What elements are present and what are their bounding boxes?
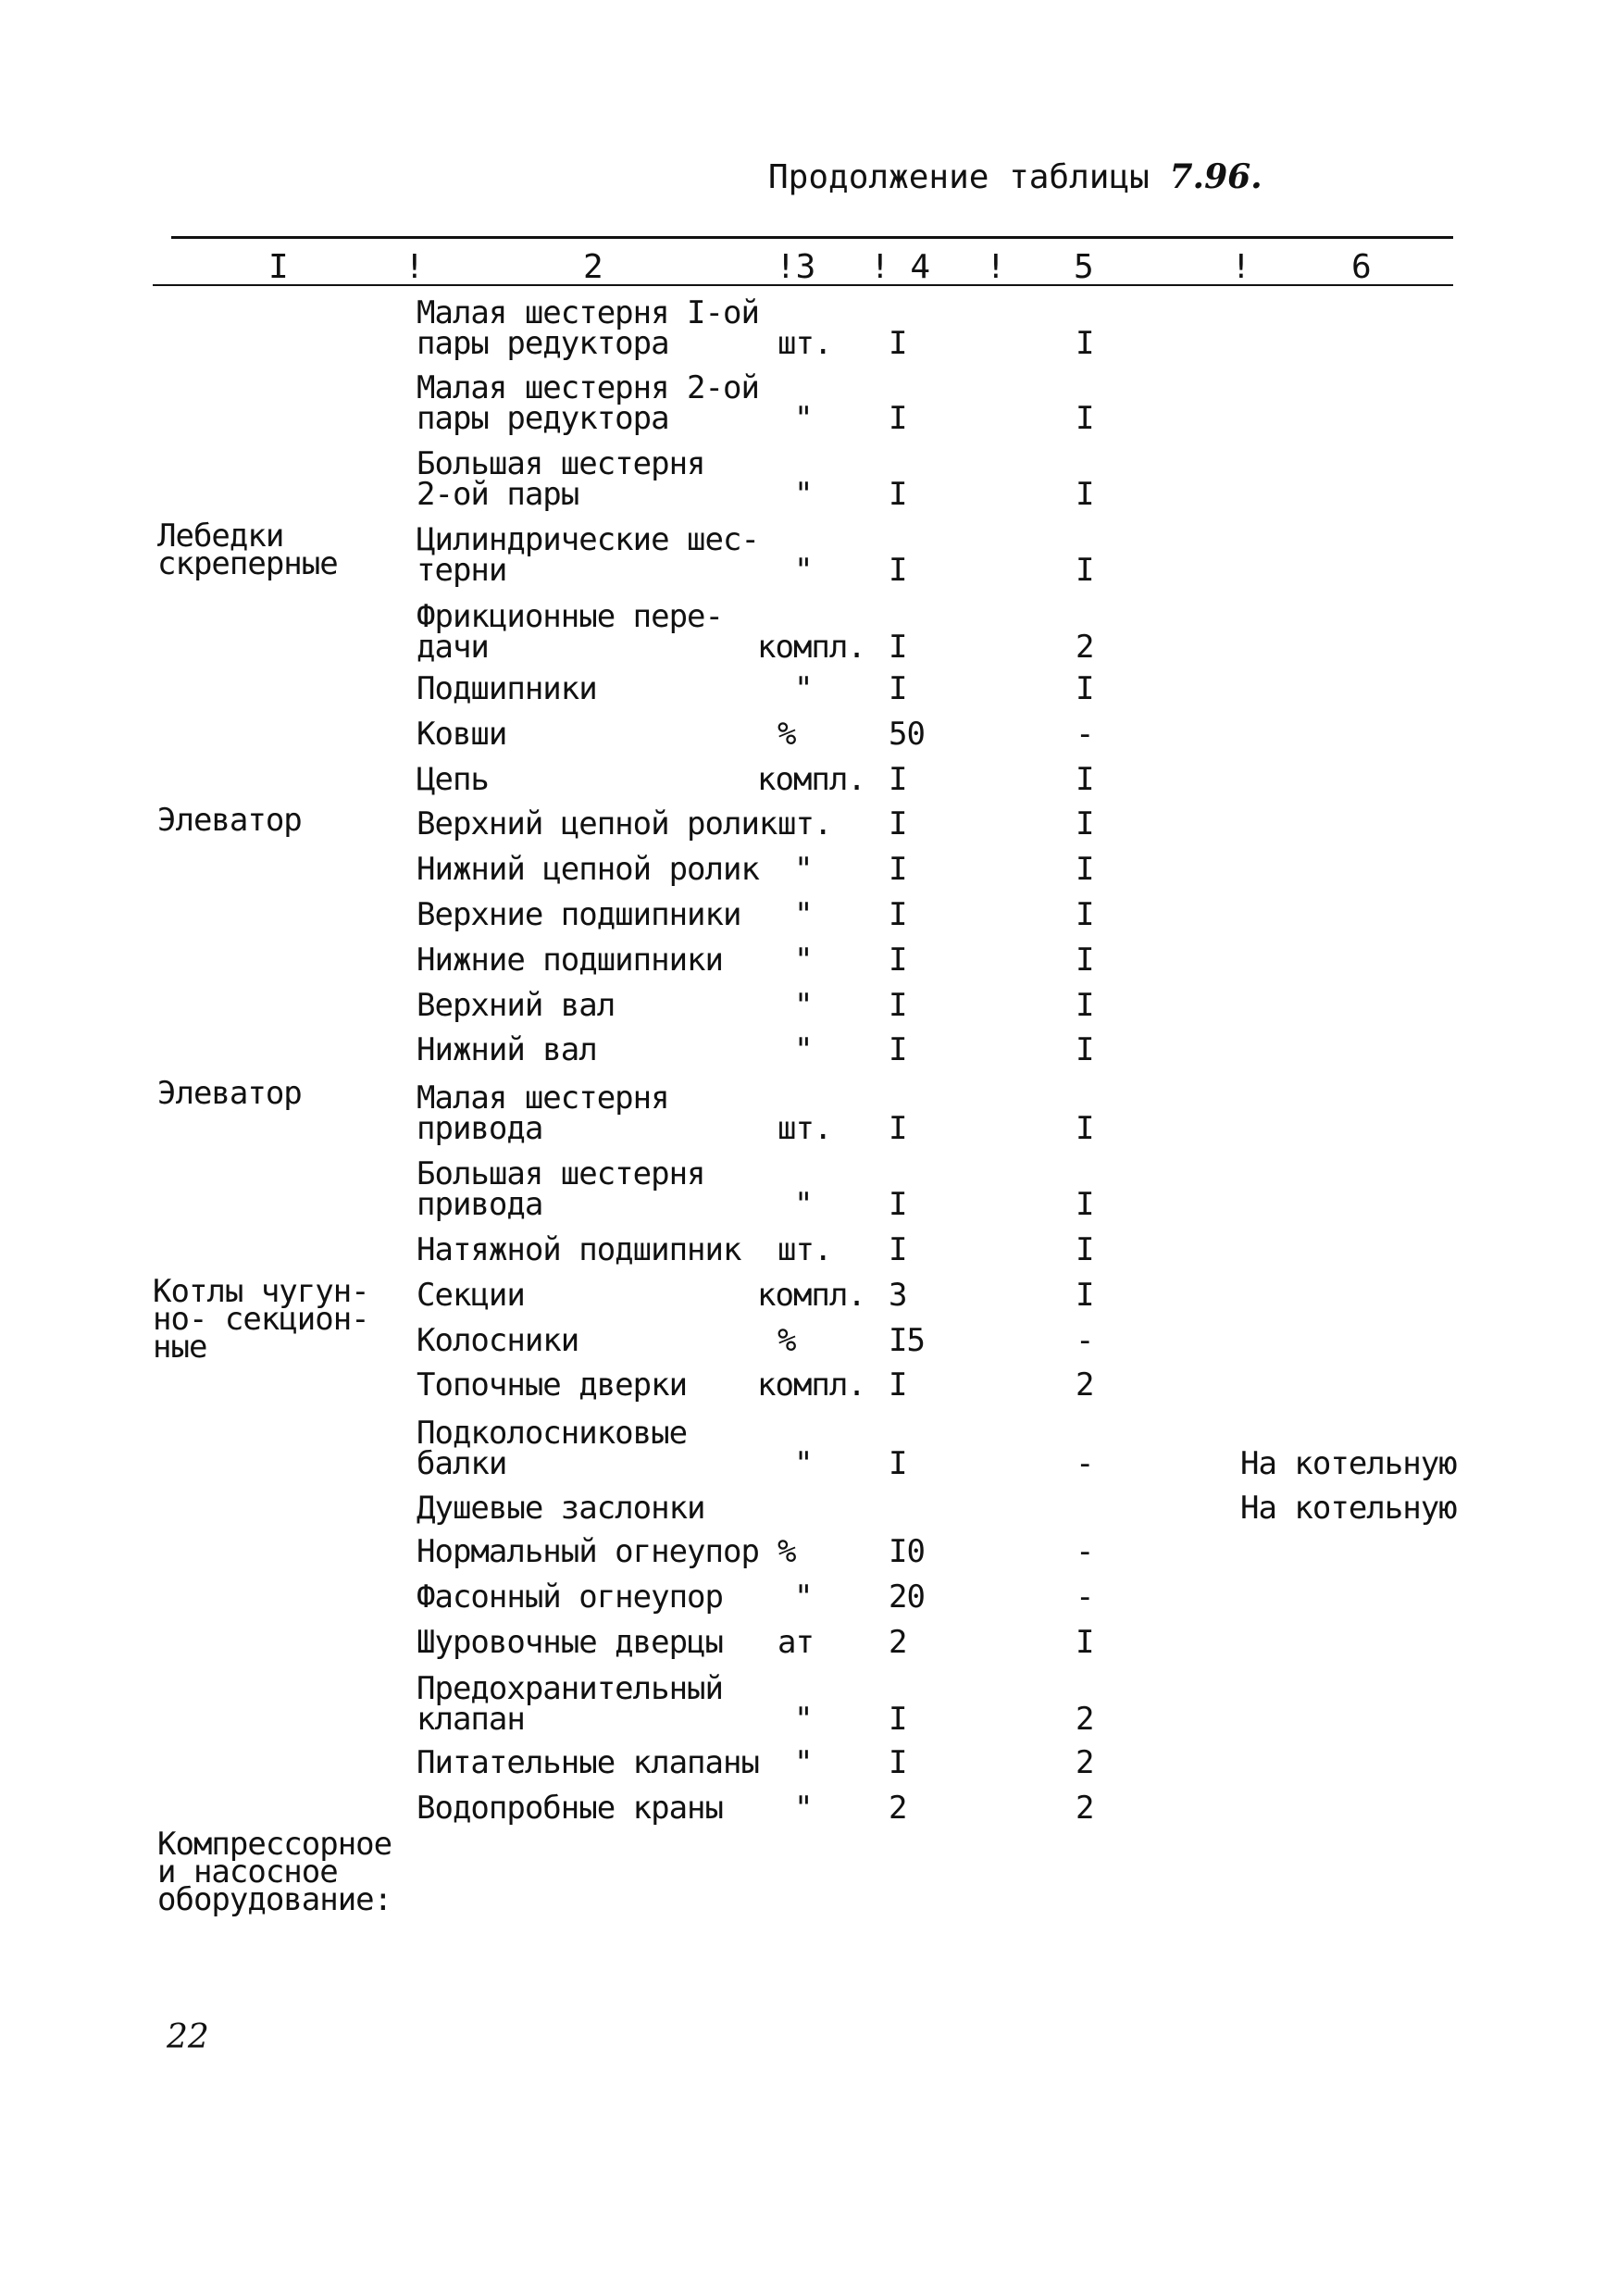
row-col-5: I xyxy=(1076,400,1094,437)
row-col-5: I xyxy=(1076,1624,1094,1661)
row-col-5: I xyxy=(1076,851,1094,888)
header-sep-5: ! xyxy=(1231,248,1251,286)
row-item-name: Большая шестерня привода xyxy=(417,1155,705,1223)
group-label: Котлы чугун- но- секцион- ные xyxy=(153,1273,369,1366)
row-col-5: I xyxy=(1076,670,1094,707)
row-item-name: Шуровочные дверцы xyxy=(417,1624,723,1661)
row-quantity: I xyxy=(889,670,907,707)
row-unit: " xyxy=(794,1701,813,1738)
row-quantity: I xyxy=(889,1744,907,1781)
caption-number: 7.96. xyxy=(1169,157,1263,196)
header-col-6: 6 xyxy=(1351,248,1372,286)
row-col-5: I xyxy=(1076,552,1094,589)
group-label: Элеватор xyxy=(157,1075,302,1112)
row-item-name: Водопробные краны xyxy=(417,1790,723,1827)
row-quantity: I0 xyxy=(889,1533,925,1570)
row-item-name: Нормальный огнеупор xyxy=(417,1533,759,1570)
row-quantity: 3 xyxy=(889,1277,907,1314)
row-unit: " xyxy=(794,476,813,513)
header-col-4: ! 4 xyxy=(870,248,931,286)
row-item-name: Верхний вал xyxy=(417,987,616,1024)
row-col-5: I xyxy=(1076,805,1094,842)
row-item-name: Фрикционные пере- дачи xyxy=(417,598,723,666)
row-quantity: I xyxy=(889,629,907,666)
row-quantity: I xyxy=(889,805,907,842)
row-quantity: I xyxy=(889,896,907,933)
row-item-name: Нижние подшипники xyxy=(417,942,723,979)
row-quantity: I xyxy=(889,1366,907,1404)
row-unit: " xyxy=(794,987,813,1024)
row-col-5: - xyxy=(1076,1445,1094,1482)
row-quantity: 2 xyxy=(889,1790,907,1827)
row-col-5: I xyxy=(1076,1186,1094,1223)
row-unit: " xyxy=(794,1186,813,1223)
row-item-name: Малая шестерня I-ой пары редуктора xyxy=(417,294,759,362)
row-item-name: Предохранительный клапан xyxy=(417,1670,723,1738)
row-quantity: 20 xyxy=(889,1578,925,1616)
group-label: Элеватор xyxy=(157,802,302,839)
row-item-name: Душевые заслонки xyxy=(417,1490,705,1527)
row-item-name: Подколосниковые балки xyxy=(417,1415,688,1482)
row-item-name: Подшипники xyxy=(417,670,597,707)
row-unit: компл. xyxy=(757,1366,865,1404)
row-quantity: I xyxy=(889,1445,907,1482)
row-col-5: - xyxy=(1076,1578,1094,1616)
row-col-5: I xyxy=(1076,1231,1094,1268)
row-col-5: 2 xyxy=(1076,1701,1094,1738)
row-quantity: I xyxy=(889,1110,907,1147)
row-unit: " xyxy=(794,942,813,979)
row-unit: " xyxy=(794,1031,813,1068)
row-unit: % xyxy=(777,716,796,753)
row-quantity: I xyxy=(889,552,907,589)
row-quantity: I5 xyxy=(889,1322,925,1359)
row-col-5: I xyxy=(1076,325,1094,362)
row-item-name: Большая шестерня 2-ой пары xyxy=(417,445,705,513)
row-item-name: Цилиндрические шес- терни xyxy=(417,521,759,589)
row-unit: " xyxy=(794,400,813,437)
header-col-1: I xyxy=(268,248,289,286)
row-item-name: Малая шестерня привода xyxy=(417,1079,669,1147)
group-label: Лебедки скреперные xyxy=(157,518,338,582)
table-caption xyxy=(768,157,1263,196)
row-unit: компл. xyxy=(757,761,865,798)
row-unit: " xyxy=(794,896,813,933)
row-item-name: Ковши xyxy=(417,716,507,753)
row-quantity: I xyxy=(889,761,907,798)
row-item-name: Нижний вал xyxy=(417,1031,597,1068)
row-item-name: Топочные дверки xyxy=(417,1366,688,1404)
row-item-name: Цепь xyxy=(417,761,489,798)
row-quantity: I xyxy=(889,1186,907,1223)
row-quantity: I xyxy=(889,987,907,1024)
row-quantity: I xyxy=(889,1231,907,1268)
row-quantity: I xyxy=(889,1031,907,1068)
row-unit: ат xyxy=(777,1624,814,1661)
row-col-5: 2 xyxy=(1076,1790,1094,1827)
row-col-5: I xyxy=(1076,1110,1094,1147)
row-unit: компл. xyxy=(757,1277,865,1314)
row-col-5: I xyxy=(1076,942,1094,979)
row-col-5: - xyxy=(1076,1533,1094,1570)
row-unit: % xyxy=(777,1322,796,1359)
row-unit: шт. xyxy=(777,1231,832,1268)
group-label: Компрессорное и насосное оборудование: xyxy=(157,1826,392,1918)
row-unit: " xyxy=(794,851,813,888)
header-col-3: !3 xyxy=(776,248,816,286)
row-unit: шт. xyxy=(777,1110,832,1147)
top-rule xyxy=(171,236,1453,239)
row-quantity: I xyxy=(889,325,907,362)
row-unit: " xyxy=(794,552,813,589)
row-item-name: Верхний цепной ролик xyxy=(417,805,777,842)
header-sep-1: ! xyxy=(404,248,425,286)
row-col-5: I xyxy=(1076,1277,1094,1314)
row-unit: " xyxy=(794,1790,813,1827)
row-unit: " xyxy=(794,1744,813,1781)
row-quantity: I xyxy=(889,942,907,979)
row-col-5: 2 xyxy=(1076,1366,1094,1404)
row-item-name: Нижний цепной ролик xyxy=(417,851,759,888)
row-unit: % xyxy=(777,1533,796,1570)
caption-text: Продолжение таблицы xyxy=(768,158,1170,196)
row-item-name: Малая шестерня 2-ой пары редуктора xyxy=(417,369,759,437)
row-unit: " xyxy=(794,1445,813,1482)
header-col-2: 2 xyxy=(583,248,603,286)
row-quantity: 2 xyxy=(889,1624,907,1661)
row-col-5: 2 xyxy=(1076,629,1094,666)
row-unit: " xyxy=(794,670,813,707)
row-unit: шт. xyxy=(777,805,832,842)
row-quantity: I xyxy=(889,476,907,513)
row-col-5: I xyxy=(1076,987,1094,1024)
row-quantity: 50 xyxy=(889,716,925,753)
row-note: На котельную xyxy=(1240,1490,1457,1527)
row-item-name: Секции xyxy=(417,1277,525,1314)
row-unit: шт. xyxy=(777,325,832,362)
row-item-name: Фасонный огнеупор xyxy=(417,1578,723,1616)
row-item-name: Питательные клапаны xyxy=(417,1744,759,1781)
row-col-5: - xyxy=(1076,1322,1094,1359)
row-col-5: I xyxy=(1076,761,1094,798)
header-col-5: 5 xyxy=(1074,248,1094,286)
row-quantity: I xyxy=(889,851,907,888)
row-quantity: I xyxy=(889,400,907,437)
row-item-name: Натяжной подшипник xyxy=(417,1231,741,1268)
row-note: На котельную xyxy=(1240,1445,1457,1482)
row-unit: компл. xyxy=(757,629,865,666)
row-col-5: I xyxy=(1076,896,1094,933)
row-col-5: - xyxy=(1076,716,1094,753)
row-item-name: Колосники xyxy=(417,1322,579,1359)
row-item-name: Верхние подшипники xyxy=(417,896,741,933)
row-unit: " xyxy=(794,1578,813,1616)
row-col-5: I xyxy=(1076,476,1094,513)
row-quantity: I xyxy=(889,1701,907,1738)
row-col-5: 2 xyxy=(1076,1744,1094,1781)
page-number: 22 xyxy=(167,2018,209,2056)
row-col-5: I xyxy=(1076,1031,1094,1068)
header-sep-4: ! xyxy=(986,248,1006,286)
